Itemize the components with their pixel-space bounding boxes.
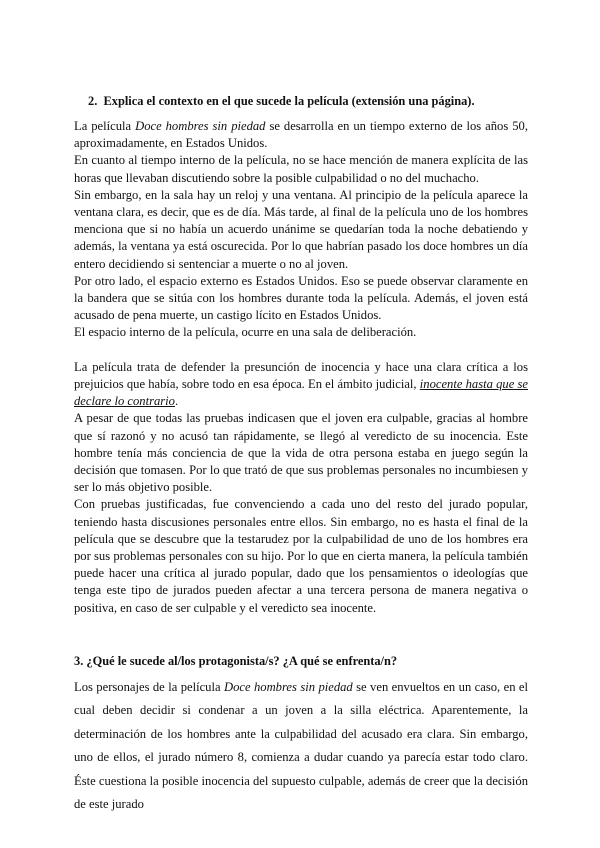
paragraph-jury: Con pruebas justificadas, fue convenciendo a cada uno del resto del jurado popular, teniendo hasta discusiones personales entre ellos. Sin embargo, no es hasta el final de la película que se descubre que la testarudez por la culpabilidad de uno de los hombres era por sus problemas personales con su hijo. Por lo que en cierta manera, la película también puede hacer una crítica al jurado popular, dado que los pensamientos o ideologías que tenga este tipo de jurados pueden afectar a una tercera persona de manera negativa o positiva, en caso de ser culpable y el veredicto sea inocente.	[74, 497, 528, 615]
section-2-body	[74, 118, 528, 617]
paragraph-internal-time: En cuanto al tiempo interno de la película, no se hace mención de manera explícita de las horas que llevaban discutiendo sobre la posible culpabilidad o no del muchacho.	[74, 153, 528, 185]
paragraph-film-time: La película Doce hombres sin piedad se desarrolla en un tiempo externo de los años 50, aproximadamente, en Estados Unidos.	[74, 119, 528, 151]
paragraph-clock-window: Sin embargo, en la sala hay un reloj y una ventana. Al principio de la película aparece la ventana clara, es decir, que es de día. Más tarde, al final de la película uno de los hombres menciona que si no había un acuerdo unánime se quedarían toda la noche debatiendo y además, la ventana ya está oscurecida. Por lo que habrían pasado los doce hombres un día entero decidiendo si sentenciar a muerte o no al joven.	[74, 187, 528, 271]
section-2-number: 2.	[88, 94, 98, 108]
section-3-body	[74, 676, 528, 816]
paragraph-evidence: A pesar de que todas las pruebas indicasen que el joven era culpable, gracias al hombre que sí razonó y no acusó tan rápidamente, se llegó al veredicto de su inocencia. Este hombre tenía más conciencia de que la vida de otra persona estaba en juego según la decisión que tomasen. Por lo que trató de que sus problemas personales no incumbiesen y ser lo más objetivo posible.	[74, 411, 528, 495]
quote-innocent: inocente hasta que se declare lo contrario	[74, 377, 528, 409]
section-2-title: Explica el contexto en el que sucede la película (extensión una página).	[103, 94, 475, 108]
blank-line	[74, 342, 528, 359]
paragraph-protagonists: Los personajes de la película Doce hombres sin piedad se ven envueltos en un caso, en el cual deben decidir si condenar a un joven a la silla eléctrica. Aparentemente, la determinación de los hombres ante la culpabilidad del acusado era clara. Sin embargo, uno de ellos, el jurado número 8, comienza a dudar cuando ya parecía estar todo claro. Éste cuestiona la posible inocencia del supuesto culpable, además de creer que la decisión de este jurado	[74, 680, 529, 812]
paragraph-presumption: La película trata de defender la presunción de inocencia y hace una clara crítica a los prejuicios que había, sobre todo en esa época. En el ámbito judicial, inocente hasta que se declare lo contrario.	[74, 359, 528, 409]
film-title: Doce hombres sin piedad	[135, 119, 266, 133]
film-title: Doce hombres sin piedad	[224, 680, 353, 694]
section-2-heading	[88, 93, 475, 110]
paragraph-internal-space: El espacio interno de la película, ocurre en una sala de deliberación.	[74, 325, 417, 340]
paragraph-external-space: Por otro lado, el espacio externo es Estados Unidos. Eso se puede observar claramente en la bandera que se sitúa con los hombres durante toda la película. Además, el joven está acusado de pena muerte, un castigo lícito en Estados Unidos.	[74, 273, 528, 323]
section-3-heading: 3. ¿Qué le sucede al/los protagonista/s? ¿A qué se enfrenta/n?	[74, 654, 398, 668]
